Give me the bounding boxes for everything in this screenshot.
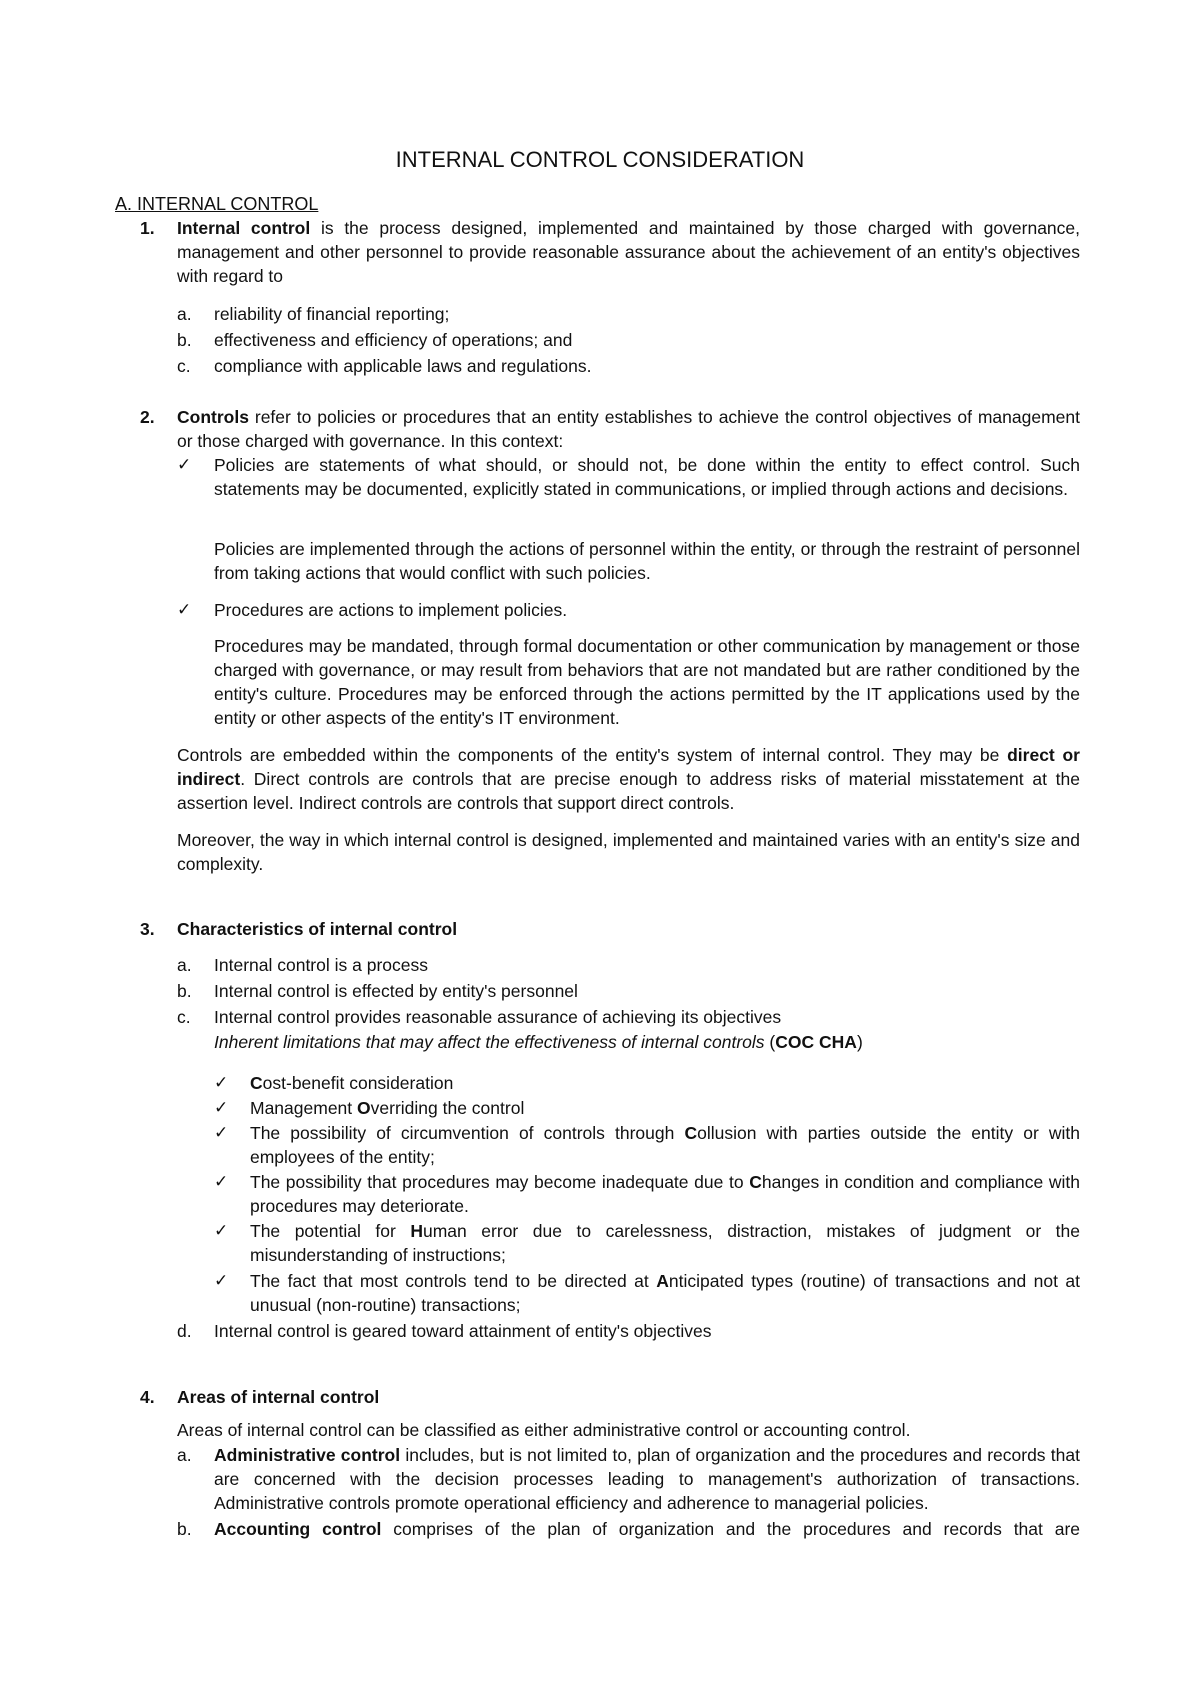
sub-item: reliability of financial reporting;	[214, 304, 450, 324]
limitation-item: The potential for Human error due to carelessness, distraction, mistakes of judgment or the misunderstanding of instructions;	[250, 1221, 1081, 1265]
item-2-text: Controls refer to policies or procedures that an entity establishes to achieve the control objectives of management or those charged with governance. In this context:	[177, 407, 1080, 451]
checkmark-icon: ✓	[214, 1098, 229, 1118]
limitation-item: The possibility of circumvention of controls through Collusion with parties outside the entity or with employees of the entity;	[250, 1123, 1081, 1167]
sub-item: Internal control is a process	[214, 955, 428, 975]
checkmark-icon: ✓	[214, 1123, 229, 1143]
term-internal-control: Internal control	[177, 218, 311, 238]
sub-item: compliance with applicable laws and regulations.	[214, 356, 592, 376]
limitation-item: Cost-benefit consideration	[250, 1073, 454, 1093]
acronym: COC CHA	[775, 1032, 857, 1052]
sub-item: Internal control is geared toward attainment of entity's objectives	[214, 1321, 712, 1341]
item-3-heading: Characteristics of internal control	[177, 919, 458, 939]
sub-item: Internal control is effected by entity's personnel	[214, 981, 578, 1001]
checkmark-icon: ✓	[214, 1221, 229, 1241]
checkmark-icon: ✓	[214, 1172, 229, 1192]
item-number: 1.	[140, 218, 155, 238]
administrative-control: Administrative control includes, but is not limited to, plan of organization and the procedures and records that are concerned with the decision processes leading to management's authorization of transactions. Administrative controls promote operational efficiency and adherence to managerial policies.	[214, 1445, 1080, 1513]
section-heading: A. INTERNAL CONTROL	[115, 194, 319, 214]
item-number: 3.	[140, 919, 155, 939]
embedded-paragraph: Controls are embedded within the components of the entity's system of internal control. They may be direct or indirect. Direct controls are controls that are precise enough to address risks of material misstatement at the assertion level. Indirect controls are controls that support direct controls.	[177, 745, 1080, 813]
areas-intro: Areas of internal control can be classified as either administrative control or accounting control.	[177, 1420, 911, 1440]
direct-or-indirect: direct or indirect	[177, 745, 1080, 789]
sub-label: a.	[177, 304, 192, 324]
page-title: INTERNAL CONTROL CONSIDERATION	[395, 147, 805, 172]
sub-item: Internal control provides reasonable assurance of achieving its objectives	[214, 1007, 782, 1027]
procedures-implementation: Procedures may be mandated, through formal documentation or other communication by management or those charged with governance, or may result from behaviors that are not mandated but are rather conditioned by the entity's culture. Procedures may be enforced through the actions permitted by the IT applications used by the entity or other aspects of the entity's IT environment.	[214, 636, 1080, 728]
sub-label: c.	[177, 356, 191, 376]
sub-label: c.	[177, 1007, 191, 1027]
sub-label: d.	[177, 1321, 192, 1341]
checkmark-icon: ✓	[214, 1073, 229, 1093]
moreover-paragraph: Moreover, the way in which internal control is designed, implemented and maintained varies with an entity's size and complexity.	[177, 830, 1080, 874]
procedures-text: Procedures are actions to implement policies.	[214, 600, 568, 620]
limitation-item: Management Overriding the control	[250, 1098, 525, 1118]
sub-label: a.	[177, 955, 192, 975]
term-controls: Controls	[177, 407, 249, 427]
checkmark-icon: ✓	[177, 600, 192, 620]
item-number: 4.	[140, 1387, 155, 1407]
sub-label: a.	[177, 1445, 192, 1465]
item-1-text: Internal control is the process designed, implemented and maintained by those charged with governance, management and other personnel to provide reasonable assurance about the achievement of an entity's objectives with regard to	[177, 218, 1080, 286]
inherent-limitations: Inherent limitations that may affect the effectiveness of internal controls (COC CHA)	[214, 1032, 863, 1052]
item-number: 2.	[140, 407, 155, 427]
sub-item: effectiveness and efficiency of operations; and	[214, 330, 573, 350]
item-4-heading: Areas of internal control	[177, 1387, 380, 1407]
sub-label: b.	[177, 330, 192, 350]
sub-label: b.	[177, 981, 192, 1001]
checkmark-icon: ✓	[214, 1271, 229, 1291]
checkmark-icon: ✓	[177, 455, 192, 475]
policies-text: Policies are statements of what should, or should not, be done within the entity to effect control. Such statements may be documented, explicitly stated in communications, or implied through actions and decisions.	[214, 455, 1080, 499]
policies-implementation: Policies are implemented through the actions of personnel within the entity, or through the restraint of personnel from taking actions that would conflict with such policies.	[214, 539, 1080, 583]
limitation-item: The fact that most controls tend to be directed at Anticipated types (routine) of transactions and not at unusual (non-routine) transactions;	[250, 1271, 1080, 1315]
limitation-item: The possibility that procedures may become inadequate due to Changes in condition and compliance with procedures may deteriorate.	[250, 1172, 1080, 1216]
sub-label: b.	[177, 1519, 192, 1539]
accounting-control: Accounting control comprises of the plan of organization and the procedures and records that are	[214, 1519, 1081, 1539]
